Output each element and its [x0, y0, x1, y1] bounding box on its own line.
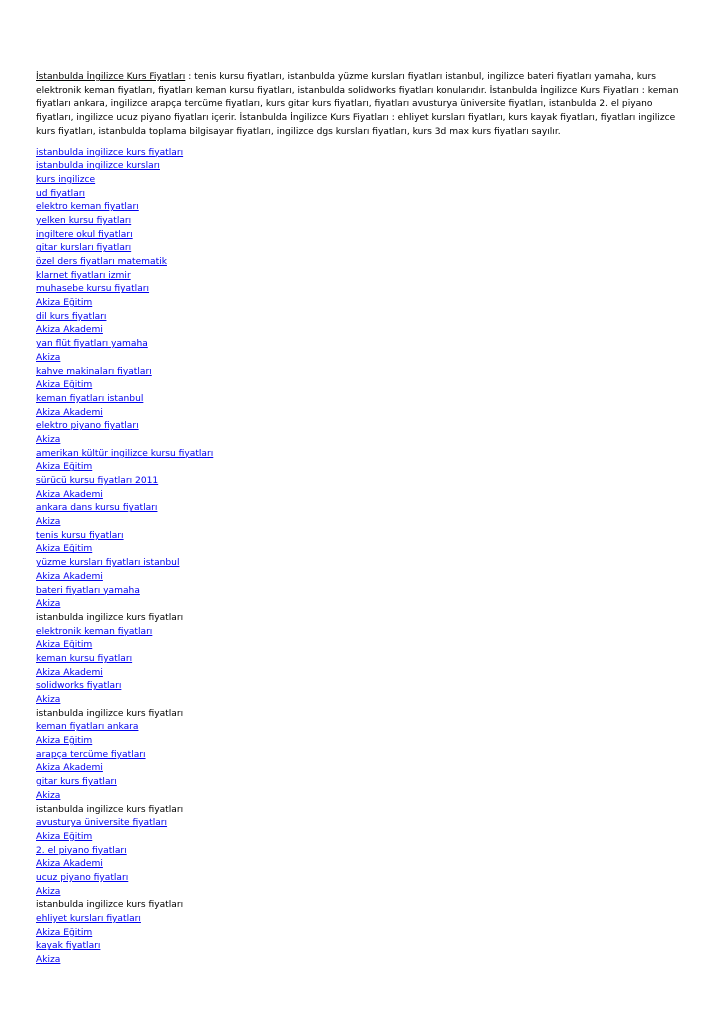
list-item-link[interactable]: solidworks fiyatları [36, 681, 122, 692]
list-item-link[interactable]: avusturya üniversite fiyatları [36, 818, 168, 829]
list-item [36, 749, 692, 763]
list-item-link[interactable]: keman kursu fiyatları [36, 653, 133, 664]
list-item-link[interactable]: Akiza Eğitim [36, 831, 93, 842]
list-item-link[interactable]: ud fiyatları [36, 188, 86, 199]
list-item-link[interactable]: Akiza Akademi [36, 571, 103, 582]
list-item [36, 516, 692, 530]
list-item-link[interactable]: yelken kursu fiyatları [36, 215, 132, 226]
list-item-link[interactable]: 2. el piyano fiyatları [36, 845, 127, 856]
list-item [36, 160, 692, 174]
list-item [36, 721, 692, 735]
list-item-link[interactable]: ankara dans kursu fiyatları [36, 503, 158, 514]
list-item-link[interactable]: keman fiyatları istanbul [36, 393, 144, 404]
list-item-link[interactable]: yüzme kursları fiyatları istanbul [36, 558, 180, 569]
list-item [36, 324, 692, 338]
list-item-link[interactable]: yan flüt fiyatları yamaha [36, 339, 148, 350]
list-item-link[interactable]: Akiza Akademi [36, 407, 103, 418]
list-item [36, 886, 692, 900]
list-item [36, 831, 692, 845]
list-item-link[interactable]: bateri fiyatları yamaha [36, 585, 140, 596]
list-item-link[interactable]: klarnet fiyatları izmir [36, 270, 131, 281]
list-item-text: istanbulda ingilizce kurs fiyatları [36, 708, 184, 719]
intro-title-link[interactable]: İstanbulda İngilizce Kurs Fiyatları [36, 72, 186, 82]
list-item [36, 940, 692, 954]
list-item [36, 817, 692, 831]
list-item [36, 954, 692, 968]
list-item [36, 489, 692, 503]
list-item-link[interactable]: Akiza Akademi [36, 667, 103, 678]
list-item-link[interactable]: Akiza Akademi [36, 859, 103, 870]
list-item [36, 845, 692, 859]
list-item [36, 776, 692, 790]
list-item-link[interactable]: Akiza Akademi [36, 325, 103, 336]
list-item-link[interactable]: Akiza [36, 517, 61, 528]
list-item [36, 858, 692, 872]
list-item [36, 530, 692, 544]
list-item [36, 461, 692, 475]
list-item-link[interactable]: Akiza [36, 955, 61, 966]
list-item-link[interactable]: elektro keman fiyatları [36, 202, 139, 213]
list-item-link[interactable]: Akiza [36, 886, 61, 897]
list-item [36, 762, 692, 776]
document-page [36, 71, 692, 968]
list-item-link[interactable]: Akiza Eğitim [36, 462, 93, 473]
list-item-text: istanbulda ingilizce kurs fiyatları [36, 612, 184, 623]
list-item [36, 242, 692, 256]
list-item [36, 475, 692, 489]
list-item [36, 927, 692, 941]
list-item-link[interactable]: dil kurs fiyatları [36, 311, 107, 322]
list-item [36, 366, 692, 380]
list-item-link[interactable]: arapça tercüme fiyatları [36, 749, 146, 760]
list-item [36, 256, 692, 270]
intro-paragraph [36, 71, 692, 140]
list-item-link[interactable]: gitar kurs fiyatları [36, 777, 117, 788]
link-list [36, 147, 692, 968]
list-item [36, 393, 692, 407]
list-item-link[interactable]: ingiltere okul fiyatları [36, 229, 133, 240]
list-item-link[interactable]: Akiza Eğitim [36, 544, 93, 555]
list-item-link[interactable]: özel ders fiyatları matematik [36, 257, 167, 268]
list-item-link[interactable]: Akiza Eğitim [36, 927, 93, 938]
list-item-link[interactable]: muhasebe kursu fiyatları [36, 284, 150, 295]
list-item-text: istanbulda ingilizce kurs fiyatları [36, 804, 184, 815]
list-item-link[interactable]: Akiza Akademi [36, 489, 103, 500]
list-item-link[interactable]: gitar kursları fiyatları [36, 243, 132, 254]
list-item [36, 571, 692, 585]
list-item-link[interactable]: Akiza [36, 434, 61, 445]
list-item [36, 598, 692, 612]
list-item [36, 735, 692, 749]
list-item [36, 899, 692, 913]
list-item [36, 215, 692, 229]
list-item [36, 283, 692, 297]
list-item-link[interactable]: Akiza [36, 790, 61, 801]
list-item-link[interactable]: ucuz piyano fiyatları [36, 872, 129, 883]
list-item [36, 201, 692, 215]
list-item [36, 872, 692, 886]
list-item-text: istanbulda ingilizce kurs fiyatları [36, 900, 184, 911]
list-item-link[interactable]: Akiza [36, 695, 61, 706]
list-item-link[interactable]: Akiza Eğitim [36, 736, 93, 747]
list-item-link[interactable]: ehliyet kursları fiyatları [36, 914, 141, 925]
intro-text: : tenis kursu fiyatları, istanbulda yüzme kursları fiyatları istanbul, ingilizce bateri fiyatları yamaha, kurs elektronik keman fiyatları, fiyatları keman kursu fiyatları, istanbulda solidworks fiyatları konularıdır. İstanbulda İngilizce Kurs Fiyatları : keman fiyatları ankara, ingilizce arapça tercüme fiyatları, kurs gitar kurs fiyatları, fiyatları avusturya üniversite fiyatları, istanbulda 2. el piyano fiyatları, ingilizce ucuz piyano fiyatları içerir. İstanbulda İngilizce Kurs Fiyatları : ehliyet kursları fiyatları, kurs kayak fiyatları, fiyatları ingilizce kurs fiyatları, istanbulda toplama bilgisayar fiyatları, ingilizce dgs kursları fiyatları, kurs 3d max kurs fiyatları sayılır. [36, 72, 679, 137]
list-item-link[interactable]: elektronik keman fiyatları [36, 626, 153, 637]
list-item [36, 680, 692, 694]
list-item [36, 913, 692, 927]
list-item [36, 557, 692, 571]
list-item [36, 626, 692, 640]
list-item [36, 612, 692, 626]
list-item [36, 270, 692, 284]
list-item [36, 694, 692, 708]
list-item-link[interactable]: keman fiyatları ankara [36, 722, 139, 733]
list-item [36, 188, 692, 202]
list-item-link[interactable]: kayak fiyatları [36, 941, 101, 952]
list-item [36, 543, 692, 557]
list-item [36, 174, 692, 188]
list-item [36, 407, 692, 421]
list-item-link[interactable]: sürücü kursu fiyatları 2011 [36, 476, 159, 487]
list-item [36, 434, 692, 448]
list-item-link[interactable]: Akiza Eğitim [36, 380, 93, 391]
list-item [36, 708, 692, 722]
list-item [36, 420, 692, 434]
list-item [36, 667, 692, 681]
list-item [36, 311, 692, 325]
list-item-link[interactable]: istanbulda ingilizce kurs fiyatları [36, 147, 184, 158]
list-item-link[interactable]: kurs ingilizce [36, 174, 96, 185]
list-item [36, 297, 692, 311]
list-item [36, 585, 692, 599]
list-item [36, 147, 692, 161]
list-item-link[interactable]: tenis kursu fiyatları [36, 530, 124, 541]
list-item-link[interactable]: Akiza Akademi [36, 763, 103, 774]
list-item-link[interactable]: Akiza [36, 599, 61, 610]
list-item [36, 229, 692, 243]
list-item [36, 790, 692, 804]
list-item [36, 338, 692, 352]
list-item-link[interactable]: amerikan kültür ingilizce kursu fiyatları [36, 448, 214, 459]
list-item-link[interactable]: Akiza [36, 352, 61, 363]
list-item-link[interactable]: kahve makinaları fiyatları [36, 366, 152, 377]
list-item-link[interactable]: istanbulda ingilizce kursları [36, 161, 160, 172]
list-item [36, 502, 692, 516]
list-item-link[interactable]: elektro piyano fiyatları [36, 421, 139, 432]
list-item [36, 379, 692, 393]
list-item-link[interactable]: Akiza Eğitim [36, 640, 93, 651]
list-item [36, 352, 692, 366]
list-item [36, 804, 692, 818]
list-item [36, 653, 692, 667]
list-item [36, 448, 692, 462]
list-item [36, 639, 692, 653]
list-item-link[interactable]: Akiza Eğitim [36, 298, 93, 309]
